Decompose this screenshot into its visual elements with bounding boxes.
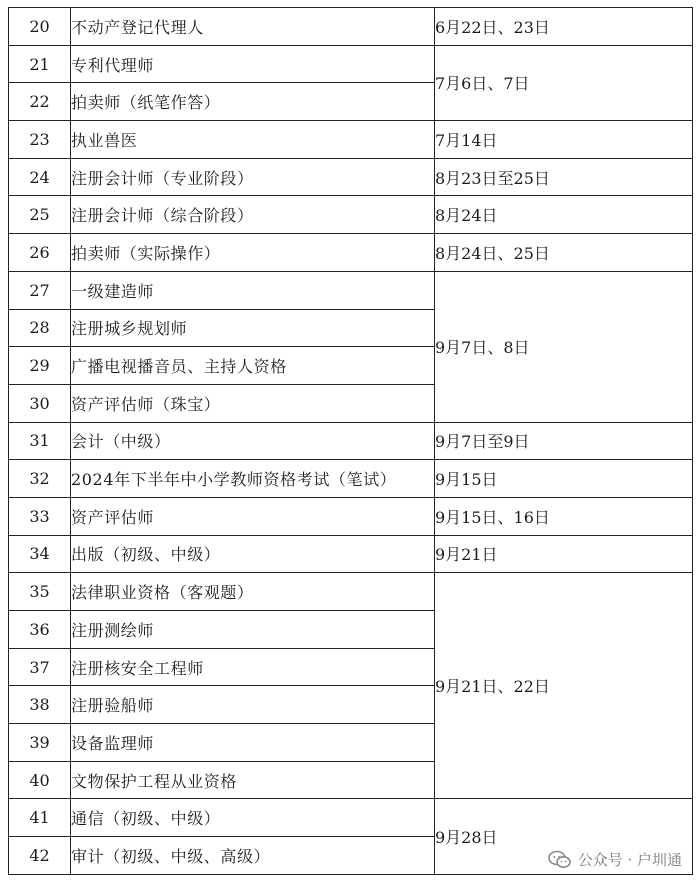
watermark-text: 公众号 · 户圳通: [577, 851, 682, 869]
exam-name: 注册城乡规划师: [71, 309, 435, 347]
exam-name: 注册会计师（综合阶段）: [71, 196, 435, 234]
exam-name: 资产评估师: [71, 497, 435, 535]
row-number: 30: [9, 384, 71, 422]
exam-date: 7月14日: [435, 121, 693, 159]
row-number: 26: [9, 234, 71, 272]
exam-name: 通信（初级、中级）: [71, 799, 435, 837]
exam-name: 注册测绘师: [71, 611, 435, 649]
table-row: [9, 8, 693, 46]
exam-name: 审计（初级、中级、高级）: [71, 837, 435, 875]
row-number: 37: [9, 648, 71, 686]
exam-name: 设备监理师: [71, 724, 435, 762]
row-number: 35: [9, 573, 71, 611]
exam-date: 9月28日: [435, 799, 693, 874]
table-row: [9, 196, 693, 234]
row-number: 36: [9, 611, 71, 649]
exam-name: 法律职业资格（客观题）: [71, 573, 435, 611]
exam-name: 注册会计师（专业阶段）: [71, 158, 435, 196]
exam-date: 9月7日至9日: [435, 422, 693, 460]
row-number: 39: [9, 724, 71, 762]
table-row: [9, 158, 693, 196]
exam-name: 2024年下半年中小学教师资格考试（笔试）: [71, 460, 435, 498]
row-number: 40: [9, 761, 71, 799]
row-number: 22: [9, 83, 71, 121]
exam-name: 会计（中级）: [71, 422, 435, 460]
row-number: 41: [9, 799, 71, 837]
exam-date: 9月15日: [435, 460, 693, 498]
exam-schedule-table: [8, 7, 693, 875]
row-number: 29: [9, 347, 71, 385]
row-number: 25: [9, 196, 71, 234]
exam-date: 9月15日、16日: [435, 497, 693, 535]
exam-date: 9月7日、8日: [435, 271, 693, 422]
exam-name: 拍卖师（实际操作）: [71, 234, 435, 272]
row-number: 23: [9, 121, 71, 159]
table-row: [9, 535, 693, 573]
table-row: [9, 45, 693, 83]
table-row: [9, 799, 693, 837]
exam-name: 注册验船师: [71, 686, 435, 724]
exam-name: 专利代理师: [71, 45, 435, 83]
table-row: [9, 234, 693, 272]
row-number: 27: [9, 271, 71, 309]
exam-name: 一级建造师: [71, 271, 435, 309]
wechat-icon: [548, 850, 572, 870]
row-number: 20: [9, 8, 71, 46]
exam-date: 7月6日、7日: [435, 45, 693, 120]
exam-name: 执业兽医: [71, 121, 435, 159]
exam-date: 8月24日、25日: [435, 234, 693, 272]
watermark: [548, 849, 682, 870]
row-number: 28: [9, 309, 71, 347]
exam-name: 资产评估师（珠宝）: [71, 384, 435, 422]
exam-name: 文物保护工程从业资格: [71, 761, 435, 799]
exam-date: 6月22日、23日: [435, 8, 693, 46]
table-row: [9, 497, 693, 535]
exam-name: 出版（初级、中级）: [71, 535, 435, 573]
exam-date: 8月24日: [435, 196, 693, 234]
exam-name: 广播电视播音员、主持人资格: [71, 347, 435, 385]
exam-date: 9月21日、22日: [435, 573, 693, 799]
table-row: [9, 573, 693, 611]
row-number: 24: [9, 158, 71, 196]
row-number: 42: [9, 837, 71, 875]
table-row: [9, 121, 693, 159]
row-number: 33: [9, 497, 71, 535]
table-row: [9, 460, 693, 498]
exam-schedule-body: [9, 8, 693, 875]
exam-name: 注册核安全工程师: [71, 648, 435, 686]
row-number: 21: [9, 45, 71, 83]
table-row: [9, 271, 693, 309]
exam-name: 不动产登记代理人: [71, 8, 435, 46]
exam-name: 拍卖师（纸笔作答）: [71, 83, 435, 121]
exam-date: 8月23日至25日: [435, 158, 693, 196]
exam-date: 9月21日: [435, 535, 693, 573]
table-row: [9, 422, 693, 460]
row-number: 31: [9, 422, 71, 460]
row-number: 34: [9, 535, 71, 573]
row-number: 38: [9, 686, 71, 724]
row-number: 32: [9, 460, 71, 498]
